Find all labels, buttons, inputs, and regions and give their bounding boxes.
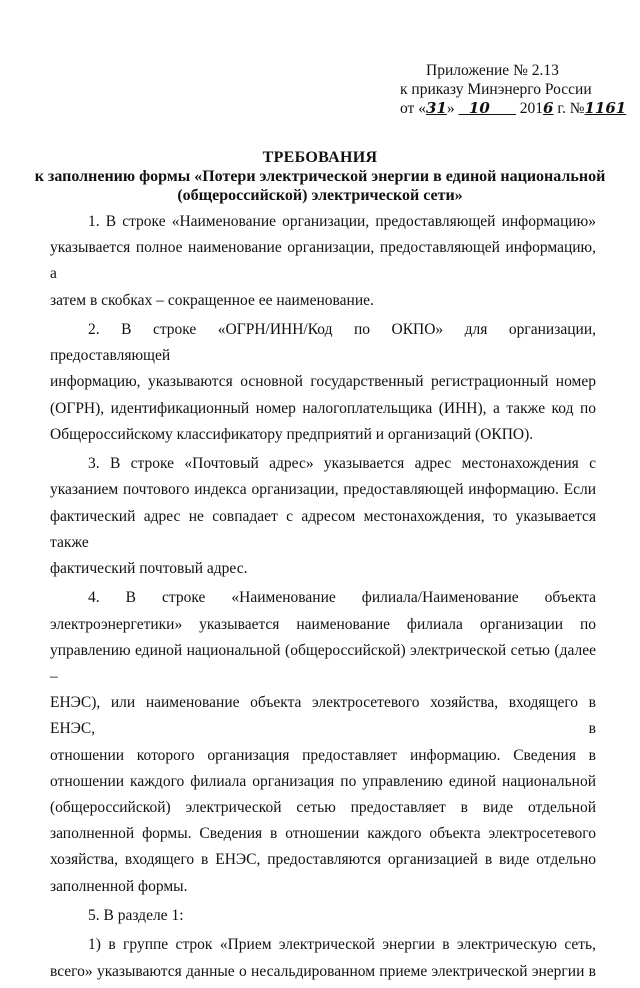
p4-line: отношении которого организация предоставляет информацию. Сведения в [50,746,596,764]
paragraph-5-item-1 [50,932,596,984]
title-line-2: к заполнению формы «Потери электрической энергии в единой национальной [34,168,606,185]
p2-line: информацию, указываются основной государственный регистрационный номер [50,373,596,391]
p4-line: отношении каждого филиала организация по управлению единой национальной [50,772,596,790]
document-title [0,148,640,205]
p3-line: 3. В строке «Почтовый адрес» указывается адрес местонахождения с [88,455,596,473]
p4-line: заполненной формы. Сведения в отношении каждого объекта электросетевого [50,825,596,843]
appendix-number: Приложение № 2.13 [426,62,559,79]
p3-line: фактический почтовый адрес. [50,560,248,578]
p5-1-line: всего» указываются данные о несальдированном приеме электрической энергии в [50,962,596,980]
p4-line: хозяйства, входящего в ЕНЭС, предоставляются организацией в виде отдельно [50,851,596,869]
title-line-3: (общероссийской) электрической сети» [177,187,463,204]
p3-line: фактический адрес не совпадает с адресом местонахождения, то указывается также [50,507,596,551]
paragraph-1 [50,209,596,314]
date-month-value: 10 [468,99,490,117]
p2-line: (ОГРН), идентификационный номер налогоплательщика (ИНН), а также код по [50,399,596,417]
order-number: 1161 [584,99,627,117]
date-mid: » [446,100,459,117]
appendix-reference [400,61,627,118]
p4-line: (общероссийской) электрической сетью предоставляет в виде отдельной [50,799,596,817]
p1-line: указывается полное наименование организации, предоставляющей информацию, а [50,239,596,283]
p1-line: затем в скобках – сокращенное ее наименование. [50,291,374,309]
paragraph-2 [50,317,596,448]
document-body [50,209,596,988]
date-month [458,99,515,117]
p4-line: электроэнергетики» указывается наименование филиала организации по [50,615,596,633]
date-day: 31 [425,99,447,117]
date-year-prefix: 201 [519,100,544,117]
p4-line: заполненной формы. [50,877,188,895]
paragraph-5-heading [50,903,596,929]
p2-line: Общероссийскому классификатору предприятий и организаций (ОКПО). [50,425,534,443]
p2-line: 2. В строке «ОГРН/ИНН/Код по ОКПО» для организации, предоставляющей [50,321,596,365]
date-suffix: г. № [553,100,585,117]
title-heading: ТРЕБОВАНИЯ [262,149,378,166]
p4-line: ЕНЭС), или наименование объекта электросетевого хозяйства, входящего в ЕНЭС, в [50,694,596,738]
p1-line: 1. В строке «Наименование организации, предоставляющей информацию» [88,213,596,230]
appendix-order-ref: к приказу Минэнерго России [400,81,592,98]
p4-line: 4. В строке «Наименование филиала/Наименование объекта [88,589,596,607]
paragraph-3 [50,451,596,582]
p4-line: управлению единой национальной (общероссийской) электрической сетью (далее – [50,641,596,686]
p5-1-line: 1) в группе строк «Прием электрической энергии в электрическую сеть, [88,936,596,954]
date-year-suffix: 6 [543,99,554,117]
section-1-heading: 5. В разделе 1: [88,907,184,925]
p3-line: указанием почтового индекса организации, предоставляющей информацию. Если [50,481,596,499]
paragraph-4 [50,585,596,899]
date-prefix: от « [400,100,426,117]
appendix-order-date [400,99,627,118]
